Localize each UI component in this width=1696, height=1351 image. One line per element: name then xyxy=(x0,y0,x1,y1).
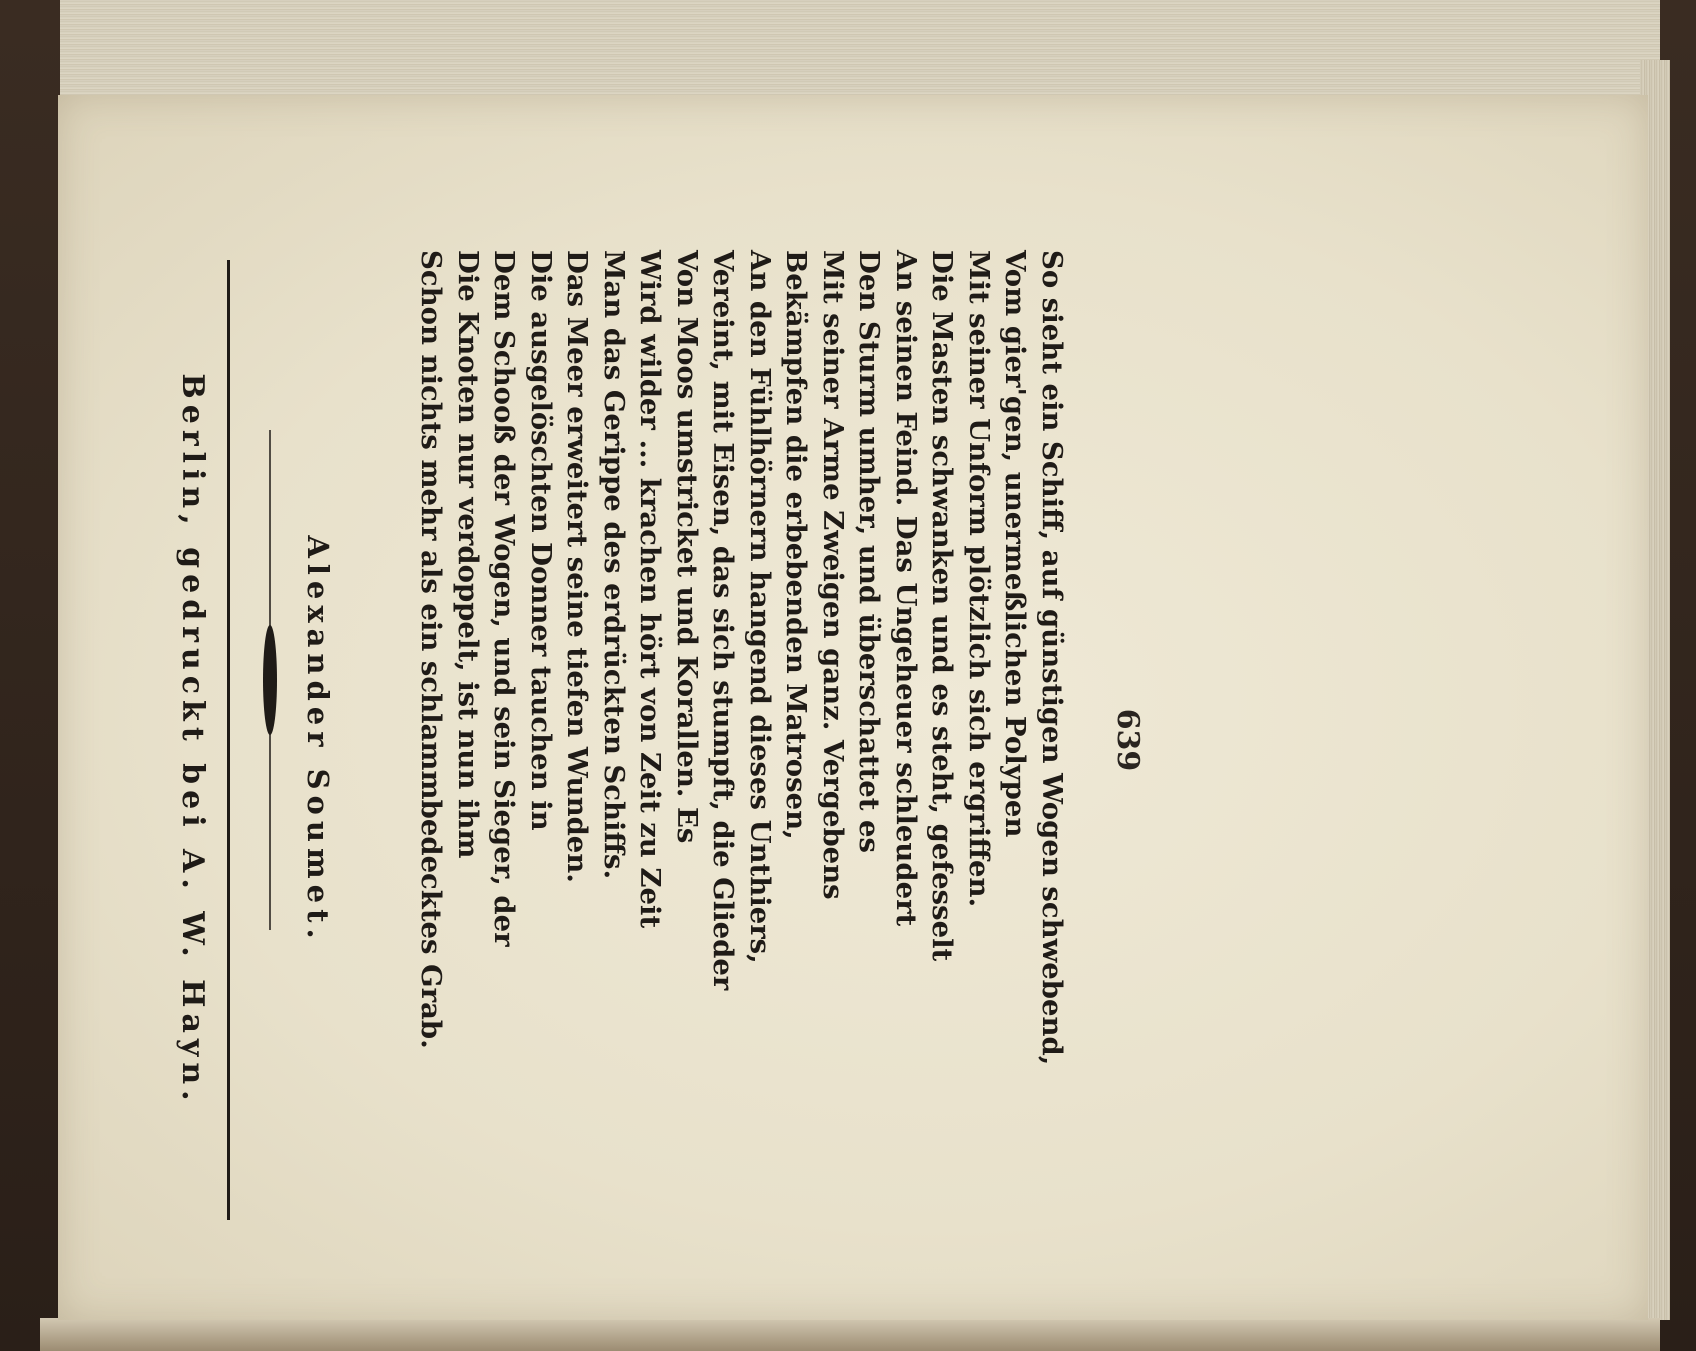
poem-line: Schon nichts mehr als ein schlammbedecktes Grab. xyxy=(415,250,448,1049)
poem-line: Vom gier'gen, unermeßlichen Polypen xyxy=(999,250,1032,838)
poem-line: Von Moos umstricket und Korallen. Es xyxy=(671,250,703,844)
poem-line: An seinen Feind. Das Ungeheuer schleudert xyxy=(890,250,922,927)
horizontal-rule xyxy=(227,260,230,1220)
poem-line: Bekämpfen die erbebenden Matrosen, xyxy=(780,250,813,840)
poem-line: Man das Gerippe des erdrückten Schiffs. xyxy=(598,250,630,880)
poem-line: Mit seiner Unform plötzlich sich ergriffen. xyxy=(963,250,995,908)
poem xyxy=(413,250,1070,1240)
poem-line: Die ausgelöschten Donner tauchen in xyxy=(525,250,557,831)
poem-line: Vereint, mit Eisen, das sich stumpft, die Glieder xyxy=(707,250,740,991)
printer-imprint: Berlin, gedruckt bei A. W. Hayn. xyxy=(175,373,210,1107)
poem-line: Wird wilder ... krachen hört von Zeit zu Zeit xyxy=(634,250,667,929)
author-signature: Alexander Soumet. xyxy=(301,535,335,945)
poem-line: Den Sturm umher, und überschattet es xyxy=(853,250,886,854)
rotated-text-block xyxy=(115,230,1165,1250)
poem-line: Mit seiner Arme Zweigen ganz. Vergebens xyxy=(817,250,849,900)
page-edges-top xyxy=(60,0,1660,102)
page-number: 639 xyxy=(1110,708,1145,772)
poem-line: Das Meer erweitert seine tiefen Wunden. xyxy=(561,250,594,883)
poem-line: So sieht ein Schiff, auf günstigen Wogen schwebend, xyxy=(1036,250,1068,1066)
book-cover-bottom xyxy=(40,1318,1660,1351)
poem-line: Die Knoten nur verdoppelt, ist nun ihm xyxy=(452,250,484,859)
ornament-divider xyxy=(255,430,285,930)
poem-line: Dem Schooß der Wogen, und sein Sieger, der xyxy=(488,250,521,947)
poem-line: An den Fühlhörnern hangend dieses Unthiers, xyxy=(744,250,776,964)
poem-line: Die Masten schwanken und es steht, gefesselt xyxy=(926,250,959,962)
